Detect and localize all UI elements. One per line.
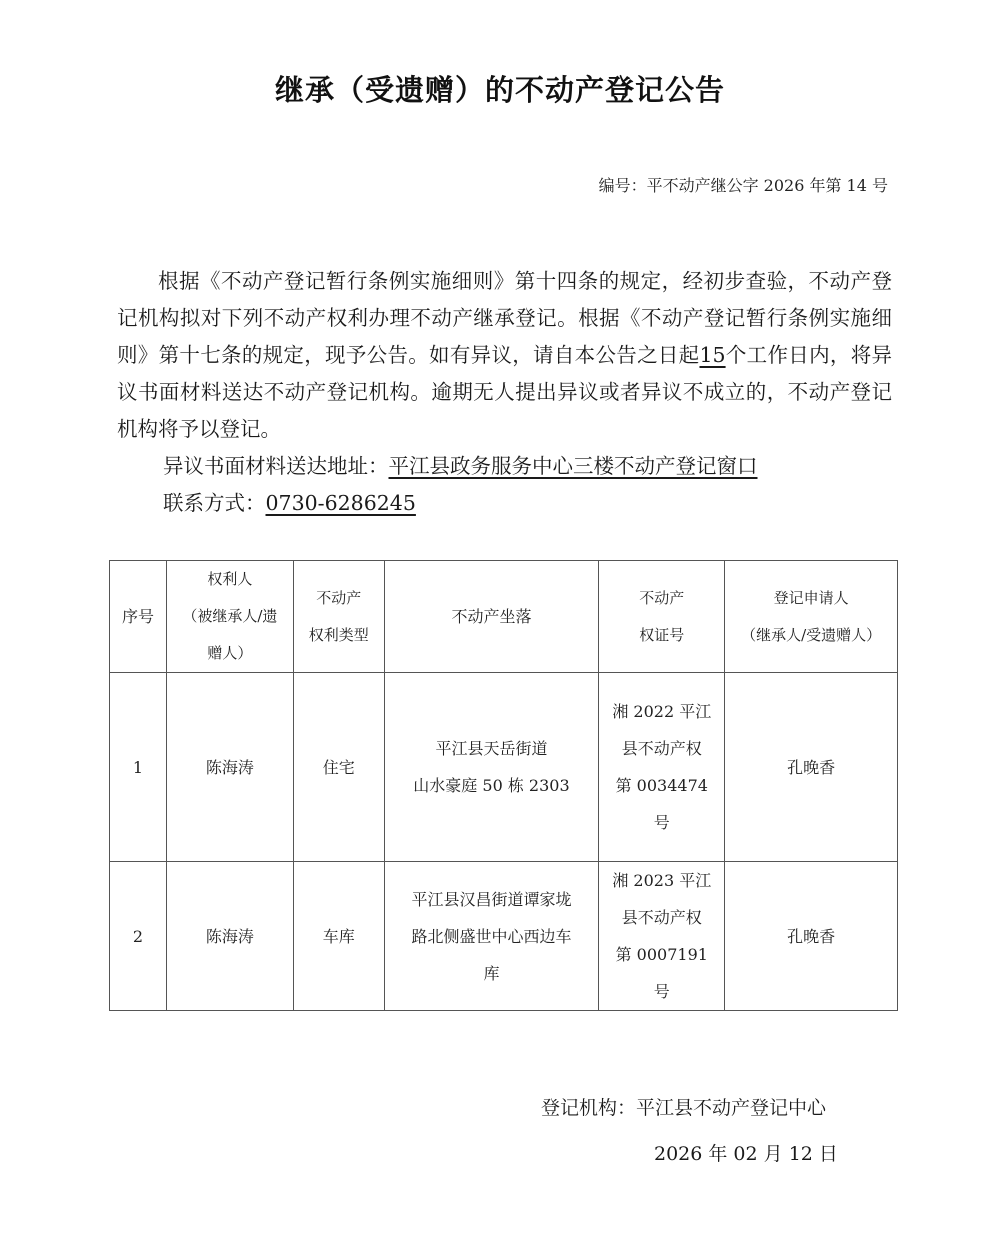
contact-line (117, 485, 892, 522)
cell-location: 平江县天岳街道 山水豪庭 50 栋 2303 (384, 673, 599, 862)
notice-paragraph (117, 263, 892, 448)
header-seq: 序号 (110, 561, 167, 673)
notice-body (117, 263, 892, 522)
objection-days: 15 (699, 343, 726, 367)
contact-label: 联系方式： (163, 491, 266, 515)
paragraph-text-a: 根据《不动产登记暂行条例实施细则》第十四条的规定，经初步查验，不动产登记机构拟对下列不动产权利办理不动产继承登记。根据《不动产登记暂行条例实施细则》第十七条的规定，现予公告。如有异议，请自本公告之日起 (117, 269, 892, 367)
cell-certificate: 湘 2023 平江 县不动产权 第 0007191 号 (599, 862, 725, 1011)
address-label: 异议书面材料送达地址： (163, 454, 389, 478)
cell-certificate: 湘 2022 平江 县不动产权 第 0034474 号 (599, 673, 725, 862)
header-certificate: 不动产 权证号 (599, 561, 725, 673)
address-line (117, 448, 892, 485)
cell-holder: 陈海涛 (166, 862, 293, 1011)
header-location: 不动产坐落 (384, 561, 599, 673)
table-row (110, 673, 898, 862)
header-holder: 权利人 （被继承人/遗 赠人） (166, 561, 293, 673)
header-applicant: 登记申请人 （继承人/受遗赠人） (725, 561, 898, 673)
page-title: 继承（受遗赠）的不动产登记公告 (274, 73, 725, 107)
cell-seq: 2 (110, 862, 167, 1011)
paragraph-text-b: 个工作日内，将异议书面材料送达不动产登记机构。逾期无人提出异议或者异议不成立的，不动产登记机构将予以登记。 (117, 343, 893, 441)
cell-type: 住宅 (293, 673, 384, 862)
cell-type: 车库 (293, 862, 384, 1011)
registration-authority: 登记机构：平江县不动产登记中心 (541, 1097, 827, 1119)
cell-applicant: 孔晚香 (725, 862, 898, 1011)
table-header-row (110, 561, 898, 673)
document-number: 编号：平不动产继公字 2026 年第 14 号 (598, 176, 888, 195)
property-table (109, 560, 898, 1011)
cell-applicant: 孔晚香 (725, 673, 898, 862)
header-right-type: 不动产 权利类型 (293, 561, 384, 673)
cell-holder: 陈海涛 (166, 673, 293, 862)
cell-location: 平江县汉昌街道谭家垅 路北侧盛世中心西边车 库 (384, 862, 599, 1011)
notice-date: 2026 年 02 月 12 日 (654, 1143, 838, 1165)
address-value: 平江县政务服务中心三楼不动产登记窗口 (388, 454, 758, 478)
table-row (110, 862, 898, 1011)
contact-phone: 0730-6286245 (265, 491, 416, 515)
cell-seq: 1 (110, 673, 167, 862)
